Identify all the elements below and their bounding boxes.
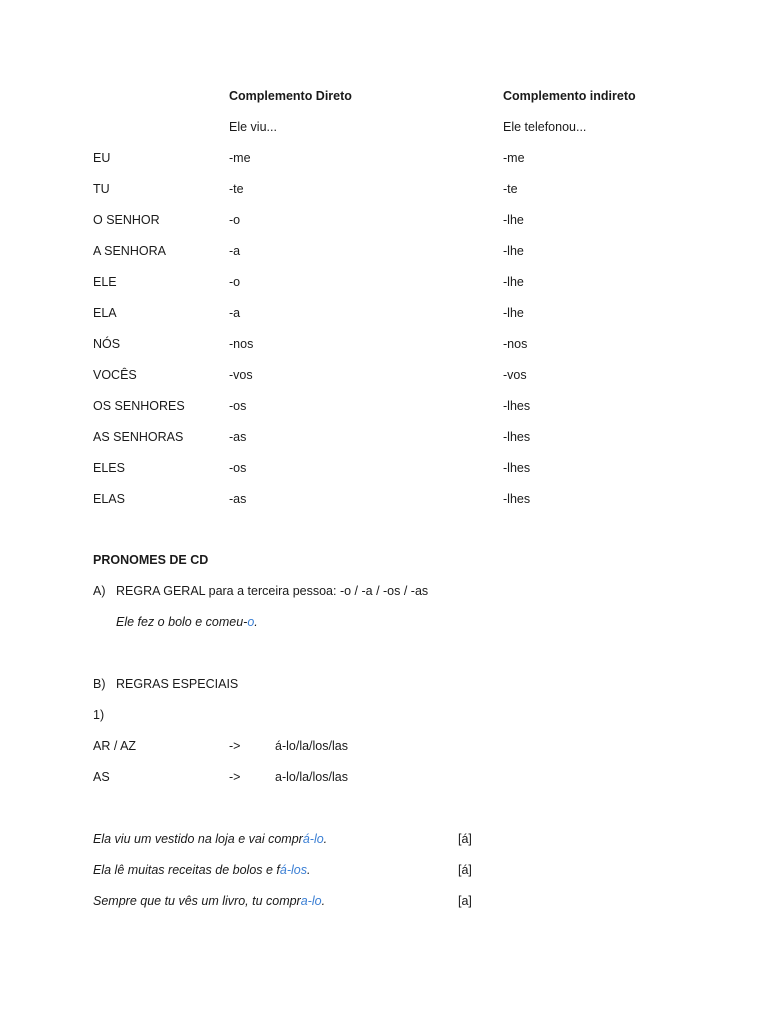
- example-punctuation: .: [321, 894, 326, 908]
- table-cell-pronoun: O SENHOR: [93, 213, 160, 227]
- rule-arrow: ->: [229, 739, 241, 753]
- example-text: Ela lê muitas receitas de bolos e f: [93, 863, 280, 877]
- header-direct-complement: Complemento Direto: [229, 89, 352, 103]
- example-highlight: á-los: [279, 863, 307, 877]
- rule-b-marker: B): [93, 677, 106, 691]
- table-cell-direct: -te: [229, 182, 244, 196]
- example-highlight: o: [247, 615, 255, 629]
- example-highlight: á-lo: [302, 832, 324, 846]
- example-sentence: [93, 862, 310, 878]
- table-cell-direct: -vos: [229, 368, 253, 382]
- example-text: Ele fez o bolo e comeu-: [116, 615, 248, 629]
- example-punctuation: .: [254, 615, 258, 629]
- table-cell-indirect: -te: [503, 182, 518, 196]
- example-direct: Ele viu...: [229, 120, 277, 134]
- table-cell-pronoun: ELAS: [93, 492, 125, 506]
- header-indirect-complement: Complemento indireto: [503, 89, 636, 103]
- table-cell-direct: -a: [229, 306, 241, 320]
- table-cell-indirect: -lhe: [503, 306, 524, 320]
- table-cell-pronoun: A SENHORA: [93, 244, 166, 258]
- table-cell-pronoun: ELA: [93, 306, 117, 320]
- phonetic-note: [á]: [458, 863, 472, 877]
- example-text: Sempre que tu vês um livro, tu compr: [93, 894, 301, 908]
- rule-ending: AR / AZ: [93, 739, 137, 753]
- table-cell-pronoun: NÓS: [93, 337, 121, 351]
- table-cell-direct: -nos: [229, 337, 254, 351]
- example-punctuation: .: [323, 832, 328, 846]
- table-cell-pronoun: ELES: [93, 461, 125, 475]
- sub-rule-label: 1): [93, 708, 105, 722]
- table-cell-indirect: -nos: [503, 337, 528, 351]
- example-punctuation: .: [307, 863, 311, 877]
- rule-a-marker: A): [93, 584, 106, 598]
- table-cell-pronoun: AS SENHORAS: [93, 430, 184, 444]
- table-cell-direct: -as: [229, 492, 247, 506]
- table-cell-indirect: -lhe: [503, 275, 524, 289]
- example-sentence: [93, 893, 325, 909]
- table-cell-indirect: -lhes: [503, 399, 531, 413]
- rule-result: a-lo/la/los/las: [275, 770, 348, 784]
- rule-result: á-lo/la/los/las: [275, 739, 348, 753]
- rule-ending: AS: [93, 770, 110, 784]
- rule-a-text: REGRA GERAL para a terceira pessoa: -o / -a / -os / -as: [116, 584, 429, 598]
- example-indirect: Ele telefonou...: [503, 120, 587, 134]
- rule-arrow: ->: [229, 770, 241, 784]
- example-text: Ela viu um vestido na loja e vai compr: [93, 832, 303, 846]
- table-cell-direct: -as: [229, 430, 247, 444]
- table-cell-indirect: -lhes: [503, 430, 531, 444]
- table-cell-indirect: -lhe: [503, 244, 524, 258]
- table-cell-direct: -o: [229, 275, 241, 289]
- table-cell-direct: -os: [229, 461, 247, 475]
- phonetic-note: [á]: [458, 832, 472, 846]
- table-cell-indirect: -lhes: [503, 461, 531, 475]
- table-cell-pronoun: OS SENHORES: [93, 399, 185, 413]
- table-cell-direct: -o: [229, 213, 241, 227]
- section-title: PRONOMES DE CD: [93, 553, 209, 567]
- table-cell-direct: -a: [229, 244, 241, 258]
- table-cell-indirect: -lhes: [503, 492, 531, 506]
- rule-b-text: REGRAS ESPECIAIS: [116, 677, 239, 691]
- table-cell-pronoun: TU: [93, 182, 110, 196]
- example-sentence: [93, 831, 327, 847]
- rule-a-example: [116, 614, 258, 630]
- table-cell-pronoun: EU: [93, 151, 111, 165]
- table-cell-indirect: -me: [503, 151, 525, 165]
- phonetic-note: [a]: [458, 894, 472, 908]
- example-highlight: a-lo: [300, 894, 322, 908]
- table-cell-pronoun: ELE: [93, 275, 117, 289]
- table-cell-indirect: -lhe: [503, 213, 524, 227]
- table-cell-direct: -me: [229, 151, 251, 165]
- table-cell-direct: -os: [229, 399, 247, 413]
- table-cell-indirect: -vos: [503, 368, 527, 382]
- table-cell-pronoun: VOCÊS: [93, 368, 137, 382]
